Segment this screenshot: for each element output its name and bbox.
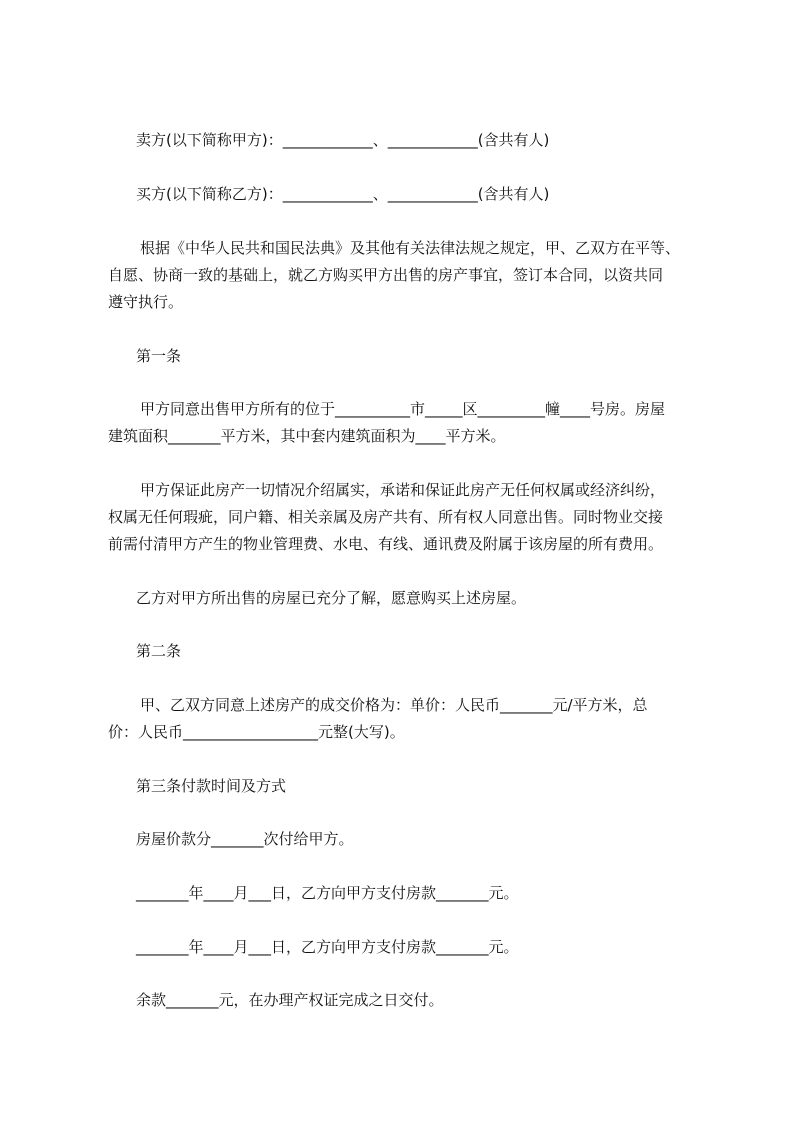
article-1-location-line-2: 建筑面积_______平方米，其中套内建筑面积为____平方米。 — [108, 427, 506, 445]
article-2-price-line-2: 价：人民币__________________元整(大写)。 — [108, 723, 405, 741]
article-1-guarantee-line-3: 前需付清甲方产生的物业管理费、水电、有线、通讯费及附属于该房屋的所有费用。 — [108, 535, 664, 553]
article-1-location-line-1: 甲方同意出售甲方所有的位于__________市_____区_________幢____号房。房屋 — [140, 400, 666, 418]
preamble-line-2: 自愿、协商一致的基础上，就乙方购买甲方出售的房产事宜，签订本合同，以资共同 — [108, 266, 664, 284]
article-1-acknowledgement: 乙方对甲方所出售的房屋已充分了解，愿意购买上述房屋。 — [136, 589, 527, 607]
article-3-heading: 第三条付款时间及方式 — [136, 777, 287, 795]
article-2-price-line-1: 甲、乙双方同意上述房产的成交价格为：单价：人民币_______元/平方米，总 — [140, 696, 648, 714]
article-1-guarantee-line-1: 甲方保证此房产一切情况介绍属实，承诺和保证此房产无任何权属或经济纠纷， — [140, 481, 666, 499]
article-3-installments: 房屋价款分_______次付给甲方。 — [136, 830, 354, 848]
article-3-payment-1: _______年____月___日，乙方向甲方支付房款_______元。 — [136, 884, 519, 902]
article-3-payment-2: _______年____月___日，乙方向甲方支付房款_______元。 — [136, 938, 519, 956]
article-2-heading: 第二条 — [136, 642, 182, 660]
article-1-heading: 第一条 — [136, 347, 182, 365]
preamble-line-3: 遵守执行。 — [108, 293, 184, 311]
preamble-line-1: 根据《中华人民共和国民法典》及其他有关法律法规之规定，甲、乙双方在平等、 — [140, 239, 681, 257]
article-3-balance: 余款_______元，在办理产权证完成之日交付。 — [136, 991, 444, 1009]
seller-line: 卖方(以下简称甲方)：____________、____________(含共有人) — [136, 131, 550, 149]
buyer-line: 买方(以下简称乙方)：____________、____________(含共有人) — [136, 185, 550, 203]
article-1-guarantee-line-2: 权属无任何瑕疵，同户籍、相关亲属及房产共有、所有权人同意出售。同时物业交接 — [108, 508, 664, 526]
